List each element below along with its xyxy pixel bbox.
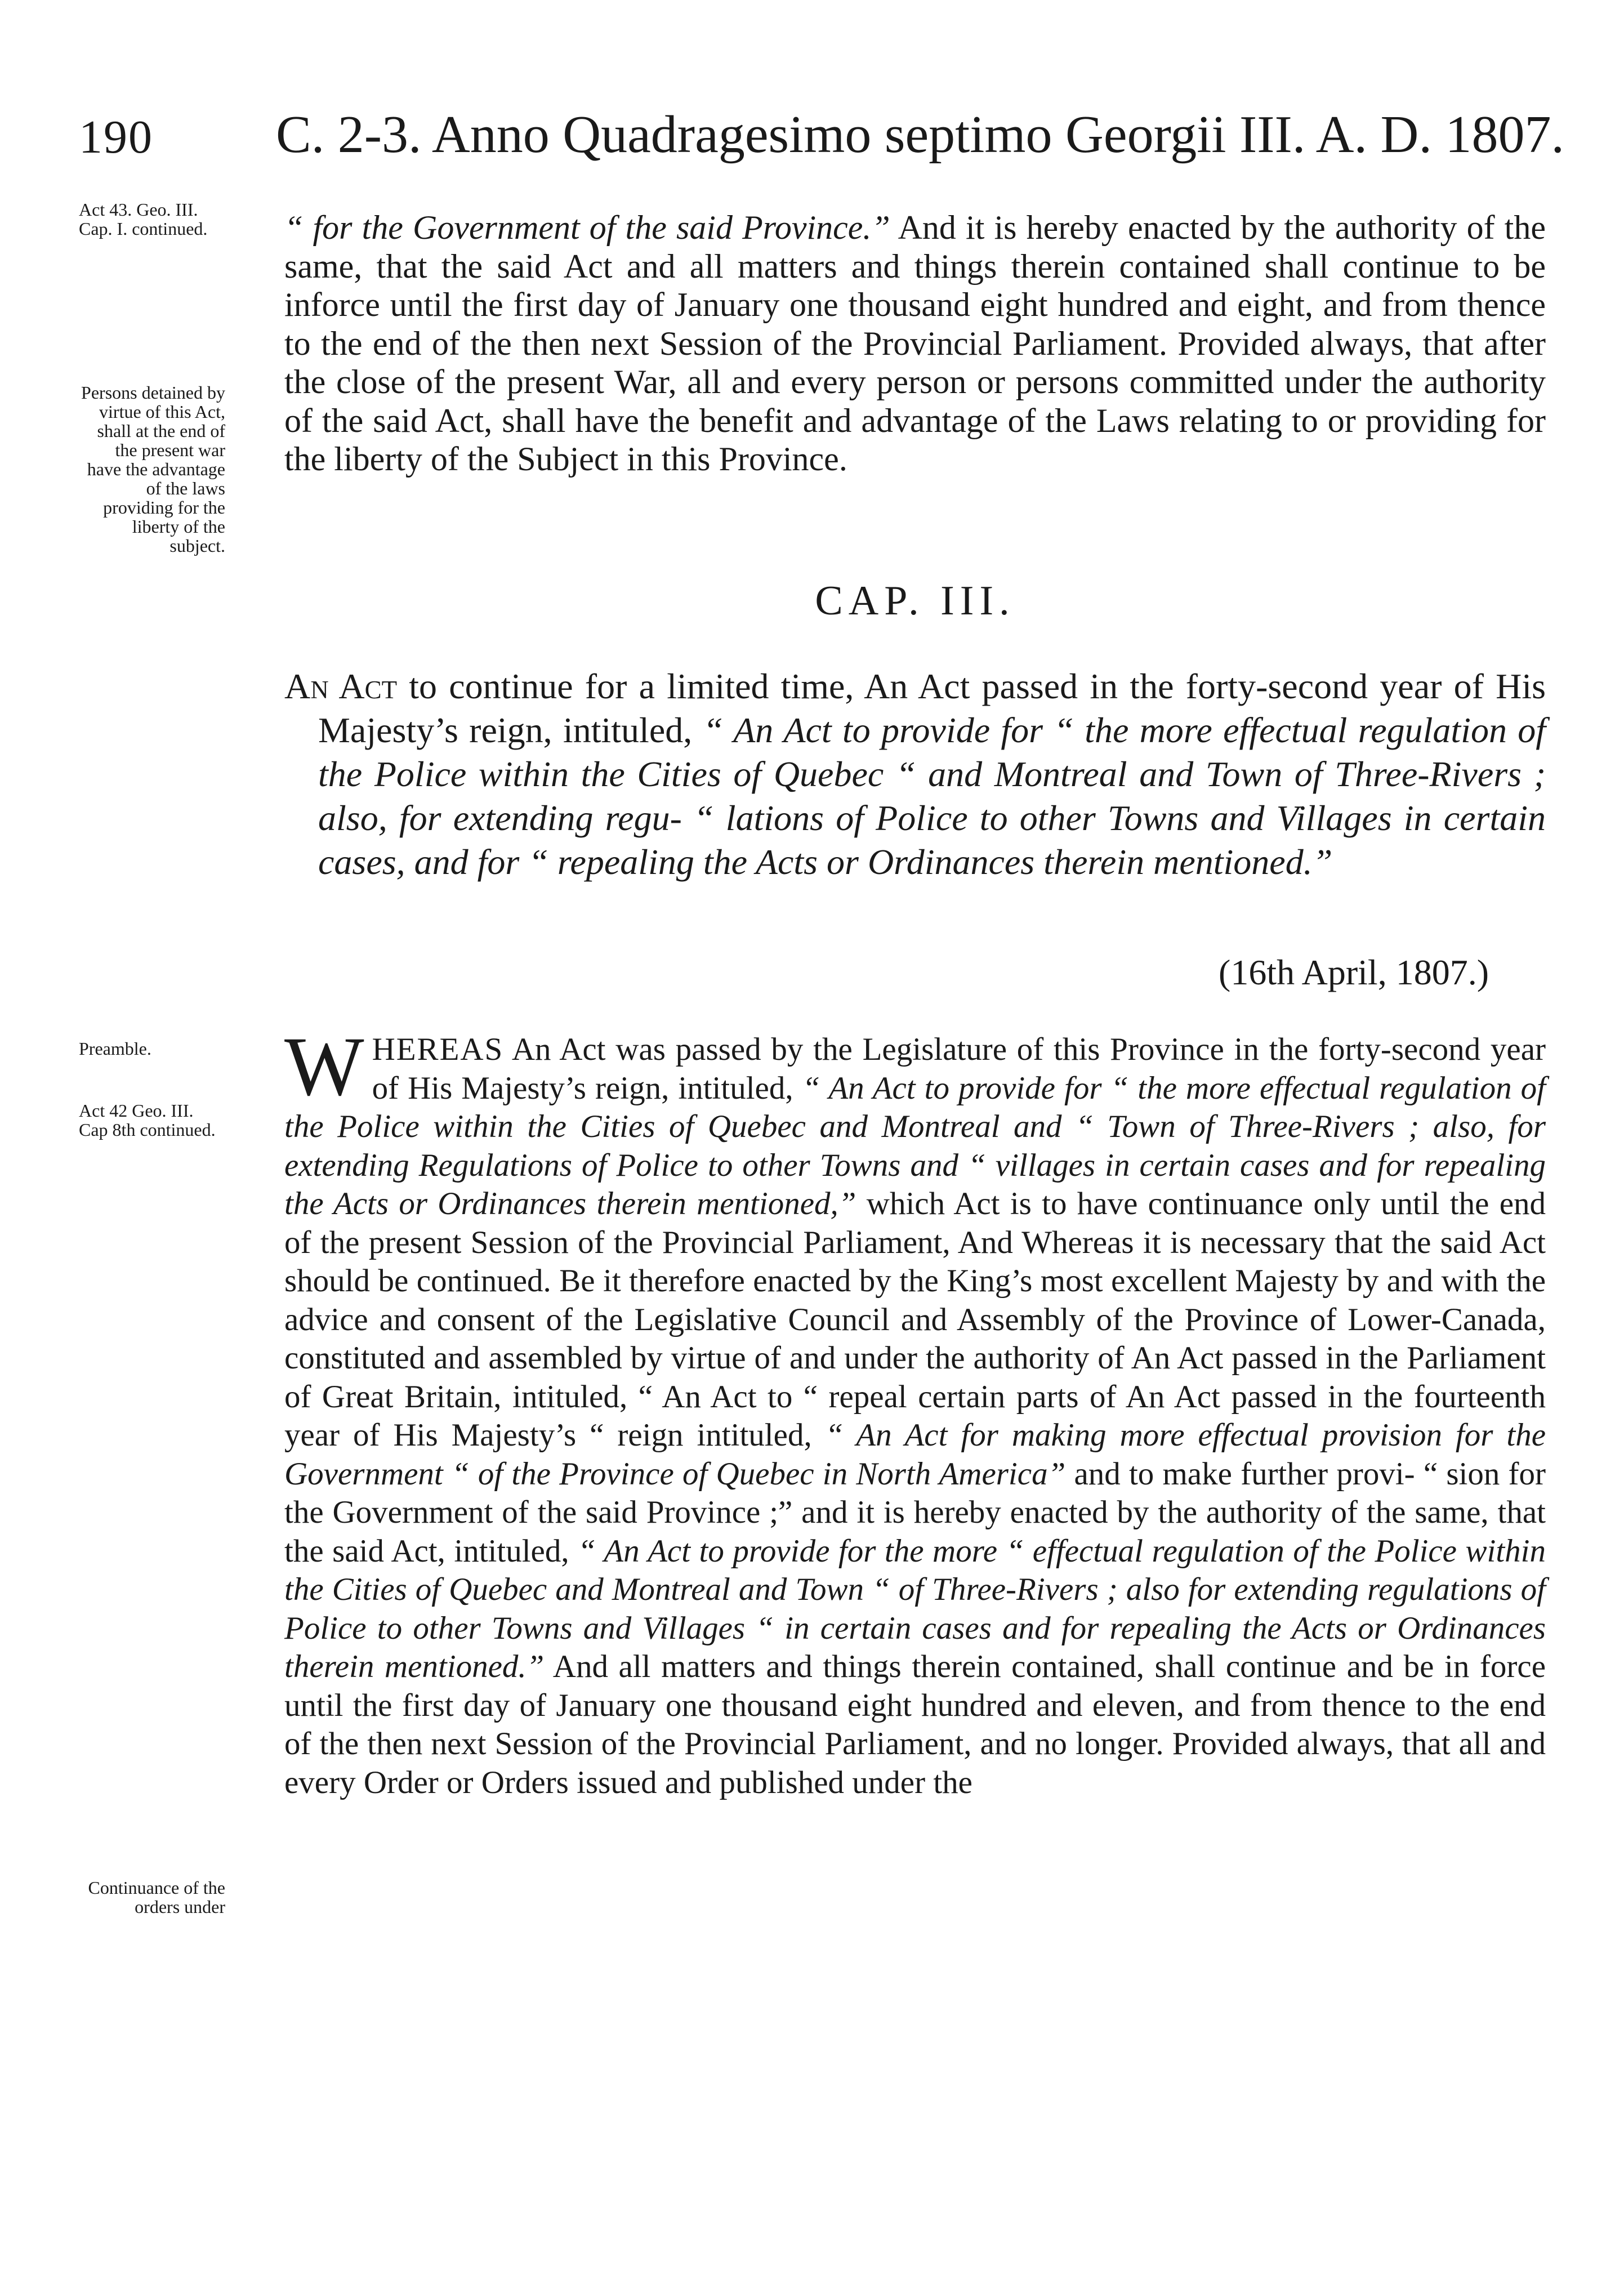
margin-note-preamble: Preamble.: [79, 1038, 151, 1059]
act-title-quote: “ An Act to provide for “ the more effectual regulation of the Police within the Cities of Quebec “ and Montreal and Town of Three-Rivers ; also, for extending regu- “ lations of Police to other Towns and Villages in certain cases, and for “ repealing the Acts or Ordinances therein mentioned.”: [318, 710, 1546, 882]
preamble-part-2: which Act is to have continuance only until the end of the present Session of the Provincial Parliament, And Whereas it is necessary that the said Act should be continued. Be it therefore enacted by the King’s most excellent Majesty by and with the advice and consent of the Legislative Council and Assembly of the Province of Lower-Canada, constituted and assembled by virtue of and under the authority of An Act passed in the Parliament of Great Britain, intituled, “ An Act to “ repeal certain parts of An Act passed in the fourteenth year of His Majesty’s “ reign intituled,: [284, 1186, 1546, 1453]
running-head-title: C. 2-3. Anno Quadragesimo septimo Georgii III. A. D. 1807.: [276, 105, 1564, 164]
cap1-continued-paragraph: [284, 208, 1546, 479]
act-title-lead: An Act: [284, 666, 398, 706]
preamble-paragraph: [284, 1020, 1546, 1802]
cap1-quote: “ for the Government of the said Province.”: [284, 209, 890, 246]
preamble-quote-2: “ An Act for making more effectual provision for the Government “ of the Province of Quebec in North America”: [284, 1417, 1546, 1492]
preamble-quote-3: “ An Act to provide for the more “ effectual regulation of the Police within the Cities of Quebec and Montreal and Town “ of Three-Rivers ; also for extending regulations of Police to other Towns and Villages “ in certain cases and for repealing the Acts or Ordinances therein mentioned.”: [284, 1533, 1546, 1684]
margin-note-continuance: Continuance of the orders under: [88, 1877, 225, 1917]
running-head: [79, 104, 1564, 172]
preamble-part-1: An Act was passed by the Legislature of this Province in the forty-second year of His Majesty’s reign, intituled,: [372, 1032, 1546, 1106]
preamble-quote-1: “ An Act to provide for “ the more effectual regulation of the Police within the Cities of Quebec and Montreal and “ Town of Three-Rivers ; also, for extending Regulations of Police to other Towns and “ villages in certain cases and for repealing the Acts or Ordinances therein mentioned,”: [284, 1070, 1546, 1221]
act-date: (16th April, 1807.): [1219, 952, 1489, 992]
margin-note-act43: Act 43. Geo. III. Cap. I. continued.: [79, 199, 208, 239]
margin-note-persons-detained: Persons detained by virtue of this Act, shall at the end of the present war have the advantage of the laws providing for the liberty of the subject.: [81, 382, 225, 556]
margin-note-act42: Act 42 Geo. III. Cap 8th continued.: [79, 1100, 216, 1140]
preamble-lead: HEREAS: [372, 1032, 504, 1067]
drop-cap: W: [284, 1020, 364, 1113]
page-number: 190: [79, 111, 153, 163]
act-title: [284, 664, 1546, 884]
cap-heading: CAP. III.: [815, 578, 1015, 624]
preamble-part-3: and to make further provi- “ sion for the Government of the said Province ;” and it is hereby enacted by the authority of the same, that the said Act, intituled,: [284, 1456, 1546, 1569]
preamble-part-4: And all matters and things therein contained, shall continue and be in force until the first day of January one thousand eight hundred and eleven, and from thence to the end of the then next Session of the Provincial Parliament, and no longer. Provided always, that all and every Order or Orders issued and published under the: [284, 1649, 1546, 1800]
act-title-text: to continue for a limited time, An Act passed in the forty-second year of His Majesty’s reign, intituled,: [318, 666, 1546, 750]
cap1-text: And it is hereby enacted by the authority of the same, that the said Act and all matters and things therein contained shall continue to be inforce until the first day of January one thousand eight hundred and eight, and from thence to the end of the then next Session of the Provincial Parliament. Provided always, that after the close of the present War, all and every person or persons committed under the authority of the said Act, shall have the benefit and advantage of the Laws relating to or providing for the liberty of the Subject in this Province.: [284, 209, 1546, 478]
